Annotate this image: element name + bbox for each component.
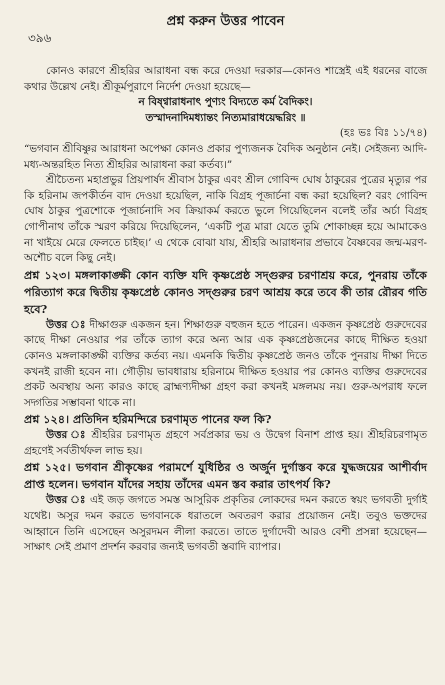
answer-label: উত্তর ঃ xyxy=(46,494,87,507)
running-title: প্রশ্ন করুন উত্তর পাবেন xyxy=(166,14,285,29)
answer-123 xyxy=(24,318,427,412)
answer-124 xyxy=(24,428,427,459)
answer-text: শ্রীহরির চরণামৃত গ্রহণে সর্বপ্রকার ভয় ও উদ্বেগ বিনাশ প্রাপ্ত হয়। শ্রীহরিচরণামৃত গ্রহণেই সর্বতীর্থফল লাভ হয়। xyxy=(24,429,428,457)
answer-label: উত্তর ঃ xyxy=(46,429,87,442)
paragraph: কোনও কারণে শ্রীহরির আরাধনা বন্ধ করে দেওয়া দরকার—কোনও শাস্ত্রেই এই ধরনের বাজে কথার উল্লেখ নেই। শ্রীকূর্মপুরাণে নির্দেশ দেওয়া হয়েছে— xyxy=(24,65,427,93)
paragraph: শ্রীচৈতন্য মহাপ্রভুর প্রিয়পার্ষদ শ্রীবাস ঠাকুর এবং শ্রীল গোবিন্দ ঘোষ ঠাকুরের পুত্রের মৃত্যুর পর কি হরিনাম জপকীর্তন বাদ দেওয়া হয়েছিল, নাকি বিগ্রহ পূজার্চনা বন্ধ করা হয়েছিল? বরং গোবিন্দ ঘোষ ঠাকুর পুত্রশোকে পূজার্চনাদি সব ক্রিয়াকর্ম করতে ভুলে গিয়েছিলেন বলেই তাঁর অর্চা বিগ্রহ গোপীনাথ তাঁকে স্মরণ করিয়ে দিয়েছিলেন, ‘একটি পুত্র মারা যেতে তুমি শোকাচ্ছন্ন হয়ে আমাকেও না খাইয়ে মেরে ফেলতে চাইছ।’ এ থেকে বোঝা যায়, শ্রীহরি আরাধনার প্রভাবে বৈষ্ণবের জন্ম-মরণ-অশৌচ বলে কিছু নেই। xyxy=(24,174,427,265)
sanskrit-verse-line: তস্মাদনাদিমধ্যান্তং নিত্যমারাধয়েদ্ধরিং ॥ xyxy=(145,111,306,124)
answer-label: উত্তর ঃ xyxy=(46,318,86,331)
question-125: প্রশ্ন ১২৫। ভগবান শ্রীকৃষ্ণের পরামর্শে যুধিষ্ঠির ও অর্জুন দুর্গাস্তব করে যুদ্ধজয়ের আশীর্বাদ প্রাপ্ত হলেন। ভগবান যাঁদের সহায় তাঁদের এমন স্তব করার তাৎপর্য কি? xyxy=(24,460,427,492)
answer-125 xyxy=(24,493,427,555)
page-content xyxy=(24,64,427,556)
verse-translation: “ভগবান শ্রীবিষ্ণুর আরাধনা অপেক্ষা কোনও প্রকার পুণ্যজনক বৈদিক অনুষ্ঠান নেই। সেইজন্য আদি-মধ্য-অন্তরহিত নিত্য শ্রীহরির আরাধনা করা কর্তব্য।” xyxy=(24,142,427,171)
question-124: প্রশ্ন ১২৪। প্রতিদিন হরিমন্দিরে চরণামৃত পানের ফল কি? xyxy=(24,412,272,427)
sanskrit-verse-line: ন বিষ্ণ্বারাধনাৎ পুণ্যং বিদ্যতে কর্ম বৈদিকং। xyxy=(138,96,313,109)
page-number: ৩৯৬ xyxy=(28,31,52,45)
verse-reference: (হঃ ভঃ বিঃ ১১/৭৪) xyxy=(339,127,427,140)
page-header xyxy=(24,12,427,45)
answer-text: এই জড় জগতে সমস্ত আসুরিক প্রকৃতির লোকদের দমন করতে স্বয়ং ভগবতী দুর্গাই যথেষ্ট। অসুর দমন করতে ভগবানকে ধরাতলে অবতরণ করার প্রয়োজন নেই। তবুও ভক্তদের আহ্বানে তিনি এসেছেন অসুরদমন লীলা করতে। তাতে দুর্গাদেবী আরও বেশী প্রসন্না হয়েছেন—সাক্ষাৎ সেই প্রমাণ প্রদর্শন করবার জন্যই ভগবতী স্তবাদি ব্যাপার। xyxy=(24,494,428,554)
answer-text: দীক্ষাগুরু একজন হন। শিক্ষাগুরু বহুজন হতে পারেন। একজন কৃষ্ণপ্রেষ্ঠ গুরুদেবের কাছে দীক্ষা নেওয়ার পর তাঁকে ত্যাগ করে অন্য আর এক কৃষ্ণপ্রেষ্ঠজনের কাছে দীক্ষিত হওয়া কোনও মঙ্গলাকাঙ্ক্ষী ব্যক্তির কর্তব্য নয়। এমনকি দ্বিতীয় কৃষ্ণপ্রেষ্ঠ জনও তাঁকে পুনরায় দীক্ষা দিতে কখনই রাজী হবেন না। গৌড়ীয় ভাবধারায় হরিনামে দীক্ষিত হওয়ার পর কোনও ব্যক্তির গুরুদেবের প্রকট অবস্থায় অন্য কারও কাছে ব্রাহ্মণ্যদীক্ষা গ্রহণ করা কখনই মঙ্গলময় নয়। গুরু-অপরাধ ফলে সদ্গতির সম্ভাবনা থাকে না। xyxy=(24,318,428,409)
question-123: প্রশ্ন ১২৩। মঙ্গলাকাঙ্ক্ষী কোন ব্যক্তি যদি কৃষ্ণপ্রেষ্ঠ সদ্গুরুর চরণাশ্রয় করে, পুনরায় তাঁকে পরিত্যাগ করে দ্বিতীয় কৃষ্ণপ্রেষ্ঠ কোনও সদ্গুরুর চরণ আশ্রয় করে তবে কী তার রৌরব গতি হবে? xyxy=(24,267,427,316)
